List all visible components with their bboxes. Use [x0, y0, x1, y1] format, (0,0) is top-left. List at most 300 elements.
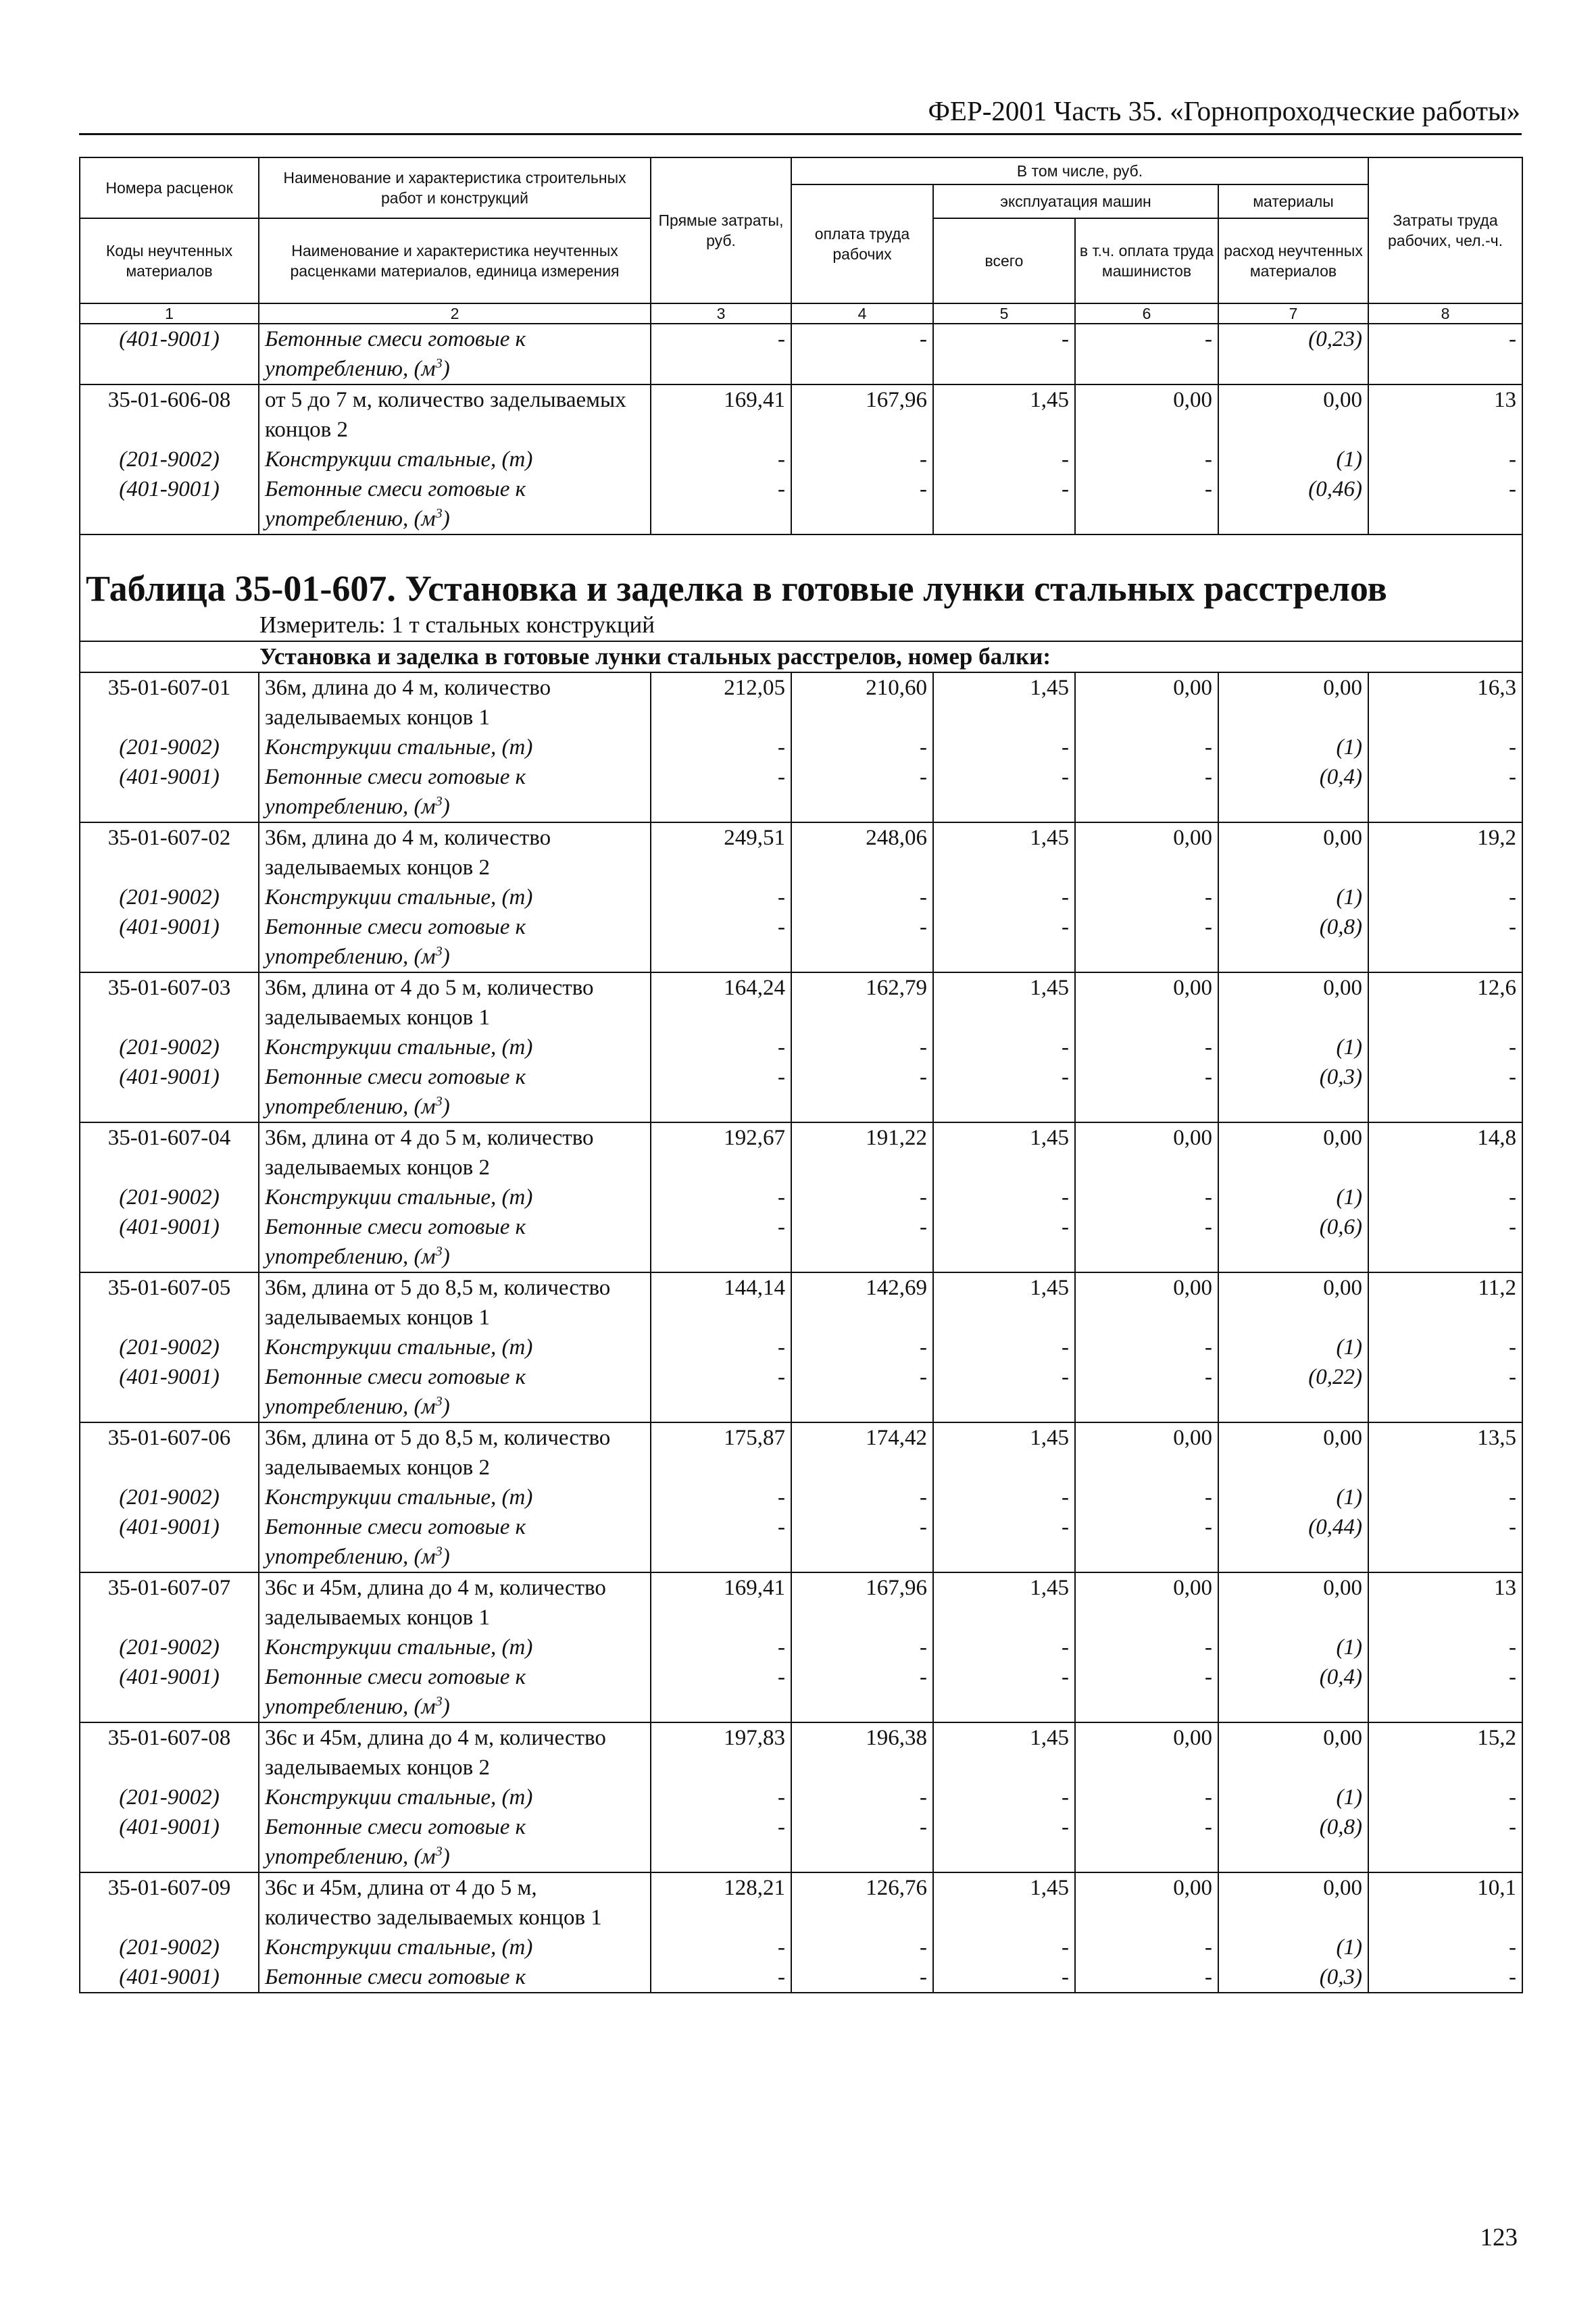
- col-number: 1: [80, 303, 259, 324]
- row-direct-cost: -: [651, 1212, 791, 1272]
- row-machines-total: -: [933, 732, 1075, 762]
- row-code: 35-01-607-09: [80, 1872, 259, 1933]
- row-name-text: Бетонные смеси готовые к употреблению, (м: [265, 915, 526, 969]
- row-direct-cost: 128,21: [651, 1872, 791, 1933]
- row-name: 36с и 45м, длина до 4 м, количество заделываемых концов 2: [259, 1722, 651, 1783]
- row-labor-pay: -: [791, 1512, 933, 1572]
- row-labor-hours: -: [1368, 912, 1522, 972]
- row-direct-cost: -: [651, 474, 791, 534]
- row-labor-pay: -: [791, 1483, 933, 1512]
- unit-close: ): [442, 795, 450, 819]
- row-materials: (0,8): [1218, 912, 1368, 972]
- header-materials: материалы: [1218, 184, 1368, 218]
- row-labor-hours: -: [1368, 1962, 1522, 1993]
- row-machines-total: -: [933, 1483, 1075, 1512]
- row-name-text: Бетонные смеси готовые к употреблению, (м: [265, 477, 526, 531]
- row-code: (201-9002): [80, 732, 259, 762]
- row-name-text: Бетонные смеси готовые к употреблению, (м: [265, 1665, 526, 1719]
- col-number: 6: [1075, 303, 1218, 324]
- row-labor-hours: -: [1368, 1212, 1522, 1272]
- row-materials: (1): [1218, 1483, 1368, 1512]
- row-name-text: Бетонные смеси готовые к употреблению, (м: [265, 1215, 526, 1269]
- material-row: [80, 1362, 1522, 1422]
- row-direct-cost: -: [651, 1783, 791, 1812]
- row-name: Конструкции стальные, (т): [259, 882, 651, 912]
- row-direct-cost: -: [651, 1812, 791, 1872]
- row-direct-cost: 197,83: [651, 1722, 791, 1783]
- unit-superscript: 3: [435, 1394, 443, 1409]
- material-row: [80, 324, 1522, 384]
- row-machines-total: 1,45: [933, 972, 1075, 1032]
- row-machines-total: -: [933, 762, 1075, 822]
- row-labor-hours: -: [1368, 1032, 1522, 1062]
- row-materials: (1): [1218, 732, 1368, 762]
- row-name: [259, 762, 651, 822]
- row-direct-cost: -: [651, 324, 791, 384]
- unit-superscript: 3: [435, 356, 443, 371]
- row-labor-pay: 210,60: [791, 672, 933, 732]
- row-code: 35-01-607-03: [80, 972, 259, 1032]
- row-code: (201-9002): [80, 1333, 259, 1362]
- row-labor-pay: -: [791, 445, 933, 474]
- row-machinist-pay: 0,00: [1075, 384, 1218, 445]
- header-name-top: Наименование и характеристика строительных работ и конструкций: [259, 157, 651, 218]
- row-direct-cost: 169,41: [651, 384, 791, 445]
- row-materials: 0,00: [1218, 1872, 1368, 1933]
- material-row: [80, 732, 1522, 762]
- row-direct-cost: 212,05: [651, 672, 791, 732]
- row-machines-total: 1,45: [933, 1722, 1075, 1783]
- row-name: [259, 324, 651, 384]
- row-name: [259, 912, 651, 972]
- row-labor-hours: -: [1368, 1812, 1522, 1872]
- rate-row: [80, 972, 1522, 1032]
- row-labor-pay: -: [791, 474, 933, 534]
- row-machinist-pay: -: [1075, 1333, 1218, 1362]
- row-labor-pay: 167,96: [791, 1572, 933, 1633]
- row-code: 35-01-607-01: [80, 672, 259, 732]
- row-name: Бетонные смеси готовые к: [259, 1962, 651, 1993]
- row-machinist-pay: 0,00: [1075, 1122, 1218, 1183]
- row-machinist-pay: -: [1075, 474, 1218, 534]
- rate-row: [80, 822, 1522, 882]
- column-numbers-row: [80, 303, 1522, 324]
- page-number: 123: [1480, 2224, 1518, 2251]
- row-labor-hours: -: [1368, 1512, 1522, 1572]
- unit-close: ): [442, 1545, 450, 1569]
- row-labor-pay: -: [791, 882, 933, 912]
- row-machines-total: 1,45: [933, 822, 1075, 882]
- row-name: от 5 до 7 м, количество заделываемых концов 2: [259, 384, 651, 445]
- row-name: Конструкции стальные, (т): [259, 1783, 651, 1812]
- row-direct-cost: 175,87: [651, 1422, 791, 1483]
- rate-row: [80, 1872, 1522, 1933]
- row-machines-total: -: [933, 1933, 1075, 1962]
- row-name: [259, 1662, 651, 1722]
- row-labor-pay: 162,79: [791, 972, 933, 1032]
- row-labor-hours: -: [1368, 1783, 1522, 1812]
- row-name: 36м, длина от 4 до 5 м, количество заделываемых концов 2: [259, 1122, 651, 1183]
- unit-superscript: 3: [435, 794, 443, 809]
- row-labor-hours: -: [1368, 474, 1522, 534]
- row-direct-cost: -: [651, 762, 791, 822]
- unit-superscript: 3: [435, 1544, 443, 1559]
- row-labor-hours: -: [1368, 1483, 1522, 1512]
- row-materials: (0,6): [1218, 1212, 1368, 1272]
- rates-table: [79, 157, 1523, 1993]
- row-machines-total: -: [933, 445, 1075, 474]
- row-code: 35-01-607-05: [80, 1272, 259, 1333]
- row-labor-hours: 14,8: [1368, 1122, 1522, 1183]
- row-labor-pay: -: [791, 1662, 933, 1722]
- row-labor-pay: -: [791, 1062, 933, 1122]
- row-name: 36м, длина до 4 м, количество заделываемых концов 2: [259, 822, 651, 882]
- row-labor-hours: 13: [1368, 1572, 1522, 1633]
- row-name-text: Бетонные смеси готовые к употреблению, (м: [265, 1815, 526, 1869]
- row-machinist-pay: 0,00: [1075, 672, 1218, 732]
- row-machines-total: -: [933, 324, 1075, 384]
- row-name: 36м, длина до 4 м, количество заделываемых концов 1: [259, 672, 651, 732]
- row-machines-total: -: [933, 1062, 1075, 1122]
- row-labor-pay: -: [791, 732, 933, 762]
- material-row: [80, 1183, 1522, 1212]
- row-machinist-pay: -: [1075, 1483, 1218, 1512]
- row-labor-hours: -: [1368, 1183, 1522, 1212]
- header-direct: Прямые затраты, руб.: [651, 157, 791, 303]
- row-labor-pay: -: [791, 1183, 933, 1212]
- row-labor-pay: -: [791, 1812, 933, 1872]
- page-header: ФЕР-2001 Часть 35. «Горнопроходческие работы»: [928, 95, 1520, 126]
- row-direct-cost: -: [651, 1962, 791, 1993]
- row-machinist-pay: -: [1075, 762, 1218, 822]
- row-code: (401-9001): [80, 762, 259, 822]
- header-machines: эксплуатация машин: [933, 184, 1218, 218]
- unit-superscript: 3: [435, 1244, 443, 1259]
- row-machines-total: -: [933, 1783, 1075, 1812]
- header-rule: [79, 133, 1522, 135]
- row-machines-total: -: [933, 1333, 1075, 1362]
- row-code: 35-01-607-08: [80, 1722, 259, 1783]
- row-labor-pay: -: [791, 1633, 933, 1662]
- unit-superscript: 3: [435, 1694, 443, 1709]
- row-machines-total: 1,45: [933, 384, 1075, 445]
- unit-superscript: 3: [435, 1094, 443, 1109]
- row-labor-pay: -: [791, 1933, 933, 1962]
- row-labor-pay: 142,69: [791, 1272, 933, 1333]
- unit-close: ): [442, 1245, 450, 1269]
- row-code: 35-01-607-06: [80, 1422, 259, 1483]
- row-machinist-pay: -: [1075, 1183, 1218, 1212]
- row-labor-hours: -: [1368, 1362, 1522, 1422]
- row-direct-cost: -: [651, 912, 791, 972]
- row-labor-hours: -: [1368, 1333, 1522, 1362]
- row-machines-total: -: [933, 474, 1075, 534]
- rate-row: [80, 1422, 1522, 1483]
- row-machinist-pay: -: [1075, 912, 1218, 972]
- row-code: (201-9002): [80, 1183, 259, 1212]
- row-labor-pay: -: [791, 762, 933, 822]
- row-code: (201-9002): [80, 1633, 259, 1662]
- material-row: [80, 912, 1522, 972]
- row-machinist-pay: -: [1075, 1633, 1218, 1662]
- row-materials: (0,44): [1218, 1512, 1368, 1572]
- rate-row: [80, 1122, 1522, 1183]
- row-machinist-pay: 0,00: [1075, 1722, 1218, 1783]
- row-materials: (1): [1218, 1633, 1368, 1662]
- row-machinist-pay: 0,00: [1075, 1272, 1218, 1333]
- row-machines-total: 1,45: [933, 1872, 1075, 1933]
- row-materials: (1): [1218, 882, 1368, 912]
- material-row: [80, 1032, 1522, 1062]
- row-materials: (1): [1218, 1333, 1368, 1362]
- row-code: (401-9001): [80, 912, 259, 972]
- row-direct-cost: -: [651, 1362, 791, 1422]
- header-codes-top: Номера расценок: [80, 157, 259, 218]
- row-name: Конструкции стальные, (т): [259, 1032, 651, 1062]
- row-machines-total: 1,45: [933, 672, 1075, 732]
- row-materials: (1): [1218, 1783, 1368, 1812]
- row-machines-total: 1,45: [933, 1572, 1075, 1633]
- header-name-bottom: Наименование и характеристика неучтенных расценками материалов, единица измерения: [259, 218, 651, 303]
- material-row: [80, 1812, 1522, 1872]
- row-machinist-pay: 0,00: [1075, 1422, 1218, 1483]
- row-machinist-pay: 0,00: [1075, 822, 1218, 882]
- unit-close: ): [442, 945, 450, 969]
- row-materials: 0,00: [1218, 1122, 1368, 1183]
- row-machines-total: 1,45: [933, 1272, 1075, 1333]
- unit-close: ): [442, 1395, 450, 1419]
- row-materials: 0,00: [1218, 384, 1368, 445]
- row-direct-cost: 144,14: [651, 1272, 791, 1333]
- row-name: Конструкции стальные, (т): [259, 1333, 651, 1362]
- row-name: Конструкции стальные, (т): [259, 1483, 651, 1512]
- unit-superscript: 3: [435, 506, 443, 521]
- row-labor-hours: 15,2: [1368, 1722, 1522, 1783]
- row-materials: 0,00: [1218, 672, 1368, 732]
- row-labor-pay: -: [791, 1333, 933, 1362]
- row-labor-pay: -: [791, 1362, 933, 1422]
- row-materials: (0,22): [1218, 1362, 1368, 1422]
- row-direct-cost: -: [651, 1662, 791, 1722]
- row-code: 35-01-607-02: [80, 822, 259, 882]
- row-direct-cost: 164,24: [651, 972, 791, 1032]
- row-direct-cost: -: [651, 1933, 791, 1962]
- row-machines-total: -: [933, 1183, 1075, 1212]
- row-machines-total: -: [933, 1633, 1075, 1662]
- row-materials: (0,23): [1218, 324, 1368, 384]
- row-labor-hours: 11,2: [1368, 1272, 1522, 1333]
- row-machines-total: -: [933, 1812, 1075, 1872]
- row-machinist-pay: -: [1075, 882, 1218, 912]
- row-labor-hours: -: [1368, 445, 1522, 474]
- header-machinist-pay: в т.ч. оплата труда машинистов: [1075, 218, 1218, 303]
- unit-superscript: 3: [435, 1844, 443, 1859]
- material-row: [80, 1783, 1522, 1812]
- row-direct-cost: -: [651, 1183, 791, 1212]
- row-materials: 0,00: [1218, 1572, 1368, 1633]
- row-labor-hours: -: [1368, 882, 1522, 912]
- row-name: [259, 1812, 651, 1872]
- row-machinist-pay: -: [1075, 1512, 1218, 1572]
- row-labor-hours: 13,5: [1368, 1422, 1522, 1483]
- material-row: [80, 445, 1522, 474]
- meter-row: [80, 609, 1522, 641]
- material-row: [80, 882, 1522, 912]
- row-name: 36с и 45м, длина до 4 м, количество заделываемых концов 1: [259, 1572, 651, 1633]
- row-machines-total: -: [933, 1662, 1075, 1722]
- row-machinist-pay: 0,00: [1075, 1872, 1218, 1933]
- row-name: 36м, длина от 5 до 8,5 м, количество заделываемых концов 2: [259, 1422, 651, 1483]
- row-name: Конструкции стальные, (т): [259, 1933, 651, 1962]
- row-labor-pay: -: [791, 1962, 933, 1993]
- row-labor-hours: -: [1368, 732, 1522, 762]
- row-machinist-pay: -: [1075, 1933, 1218, 1962]
- row-materials: 0,00: [1218, 1722, 1368, 1783]
- unit-close: ): [442, 507, 450, 531]
- row-machinist-pay: -: [1075, 1032, 1218, 1062]
- row-code: (201-9002): [80, 445, 259, 474]
- header-incl: В том числе, руб.: [791, 157, 1368, 184]
- row-code: (201-9002): [80, 1483, 259, 1512]
- table-title-row: [80, 534, 1522, 609]
- row-code: (401-9001): [80, 1812, 259, 1872]
- table-title: Таблица 35-01-607. Установка и заделка в готовые лунки стальных расстрелов: [86, 568, 1387, 609]
- row-machinist-pay: 0,00: [1075, 1572, 1218, 1633]
- material-row: [80, 1212, 1522, 1272]
- row-code: (401-9001): [80, 1212, 259, 1272]
- row-machines-total: 1,45: [933, 1422, 1075, 1483]
- row-code: (401-9001): [80, 324, 259, 384]
- row-machinist-pay: -: [1075, 445, 1218, 474]
- row-materials: (0,46): [1218, 474, 1368, 534]
- header-codes-bottom: Коды неучтенных материалов: [80, 218, 259, 303]
- row-materials: (0,3): [1218, 1962, 1368, 1993]
- row-labor-hours: -: [1368, 1062, 1522, 1122]
- row-code: (401-9001): [80, 1962, 259, 1993]
- row-code: (401-9001): [80, 1662, 259, 1722]
- row-name: 36с и 45м, длина от 4 до 5 м, количество заделываемых концов 1: [259, 1872, 651, 1933]
- row-materials: (0,3): [1218, 1062, 1368, 1122]
- row-name: 36м, длина от 4 до 5 м, количество заделываемых концов 1: [259, 972, 651, 1032]
- row-labor-pay: -: [791, 1032, 933, 1062]
- row-direct-cost: -: [651, 1512, 791, 1572]
- material-row: [80, 1483, 1522, 1512]
- row-direct-cost: -: [651, 1062, 791, 1122]
- row-labor-hours: 12,6: [1368, 972, 1522, 1032]
- row-code: (201-9002): [80, 882, 259, 912]
- unit-close: ): [442, 1695, 450, 1719]
- row-machines-total: -: [933, 1512, 1075, 1572]
- rate-row: [80, 1722, 1522, 1783]
- row-labor-pay: 167,96: [791, 384, 933, 445]
- col-number: 2: [259, 303, 651, 324]
- row-labor-pay: 126,76: [791, 1872, 933, 1933]
- rate-row: [80, 1272, 1522, 1333]
- row-machinist-pay: -: [1075, 1662, 1218, 1722]
- row-name: [259, 1362, 651, 1422]
- header-labor-pay: оплата труда рабочих: [791, 184, 933, 303]
- row-materials: 0,00: [1218, 1272, 1368, 1333]
- row-labor-hours: -: [1368, 1633, 1522, 1662]
- row-machines-total: -: [933, 1032, 1075, 1062]
- row-machines-total: -: [933, 1962, 1075, 1993]
- row-machinist-pay: -: [1075, 1962, 1218, 1993]
- material-row: [80, 762, 1522, 822]
- row-materials: (1): [1218, 1032, 1368, 1062]
- material-row: [80, 474, 1522, 534]
- row-labor-pay: -: [791, 1783, 933, 1812]
- row-materials: (0,4): [1218, 762, 1368, 822]
- material-row: [80, 1662, 1522, 1722]
- row-labor-pay: 248,06: [791, 822, 933, 882]
- row-labor-hours: 19,2: [1368, 822, 1522, 882]
- row-direct-cost: -: [651, 1633, 791, 1662]
- col-number: 7: [1218, 303, 1368, 324]
- unit-close: ): [442, 357, 450, 381]
- row-direct-cost: -: [651, 882, 791, 912]
- row-code: (201-9002): [80, 1783, 259, 1812]
- row-materials: (0,8): [1218, 1812, 1368, 1872]
- row-labor-hours: 10,1: [1368, 1872, 1522, 1933]
- row-labor-pay: 196,38: [791, 1722, 933, 1783]
- row-name-text: Бетонные смеси готовые к употреблению, (м: [265, 1365, 526, 1419]
- row-name: 36м, длина от 5 до 8,5 м, количество заделываемых концов 1: [259, 1272, 651, 1333]
- row-direct-cost: 249,51: [651, 822, 791, 882]
- row-machinist-pay: -: [1075, 324, 1218, 384]
- row-name: Конструкции стальные, (т): [259, 445, 651, 474]
- row-machinist-pay: -: [1075, 1062, 1218, 1122]
- row-code: 35-01-606-08: [80, 384, 259, 445]
- row-direct-cost: -: [651, 1333, 791, 1362]
- row-name-text: Бетонные смеси готовые к употреблению, (м: [265, 327, 526, 381]
- row-materials: (1): [1218, 1183, 1368, 1212]
- row-materials: 0,00: [1218, 1422, 1368, 1483]
- row-labor-pay: -: [791, 324, 933, 384]
- row-direct-cost: -: [651, 1483, 791, 1512]
- row-machinist-pay: -: [1075, 1362, 1218, 1422]
- row-machinist-pay: -: [1075, 1212, 1218, 1272]
- rate-row: [80, 1572, 1522, 1633]
- material-row: [80, 1962, 1522, 1993]
- col-number: 8: [1368, 303, 1522, 324]
- row-name: [259, 1212, 651, 1272]
- row-direct-cost: 169,41: [651, 1572, 791, 1633]
- row-labor-hours: 13: [1368, 384, 1522, 445]
- row-materials: (1): [1218, 445, 1368, 474]
- rate-row: [80, 384, 1522, 445]
- row-name-text: Бетонные смеси готовые к употреблению, (м: [265, 765, 526, 819]
- material-row: [80, 1333, 1522, 1362]
- material-row: [80, 1633, 1522, 1662]
- row-labor-hours: -: [1368, 1662, 1522, 1722]
- row-code: (401-9001): [80, 1362, 259, 1422]
- subsection-text: Установка и заделка в готовые лунки стальных расстрелов, номер балки:: [80, 641, 1522, 672]
- row-direct-cost: -: [651, 1032, 791, 1062]
- row-machinist-pay: 0,00: [1075, 972, 1218, 1032]
- row-name: [259, 474, 651, 534]
- row-code: (401-9001): [80, 1062, 259, 1122]
- row-labor-pay: -: [791, 912, 933, 972]
- table-title-cell: [80, 534, 1522, 609]
- rate-row: [80, 672, 1522, 732]
- row-machines-total: -: [933, 882, 1075, 912]
- row-name: [259, 1062, 651, 1122]
- row-materials: 0,00: [1218, 972, 1368, 1032]
- row-direct-cost: 192,67: [651, 1122, 791, 1183]
- row-labor-hours: -: [1368, 1933, 1522, 1962]
- row-labor-pay: -: [791, 1212, 933, 1272]
- row-materials: (0,4): [1218, 1662, 1368, 1722]
